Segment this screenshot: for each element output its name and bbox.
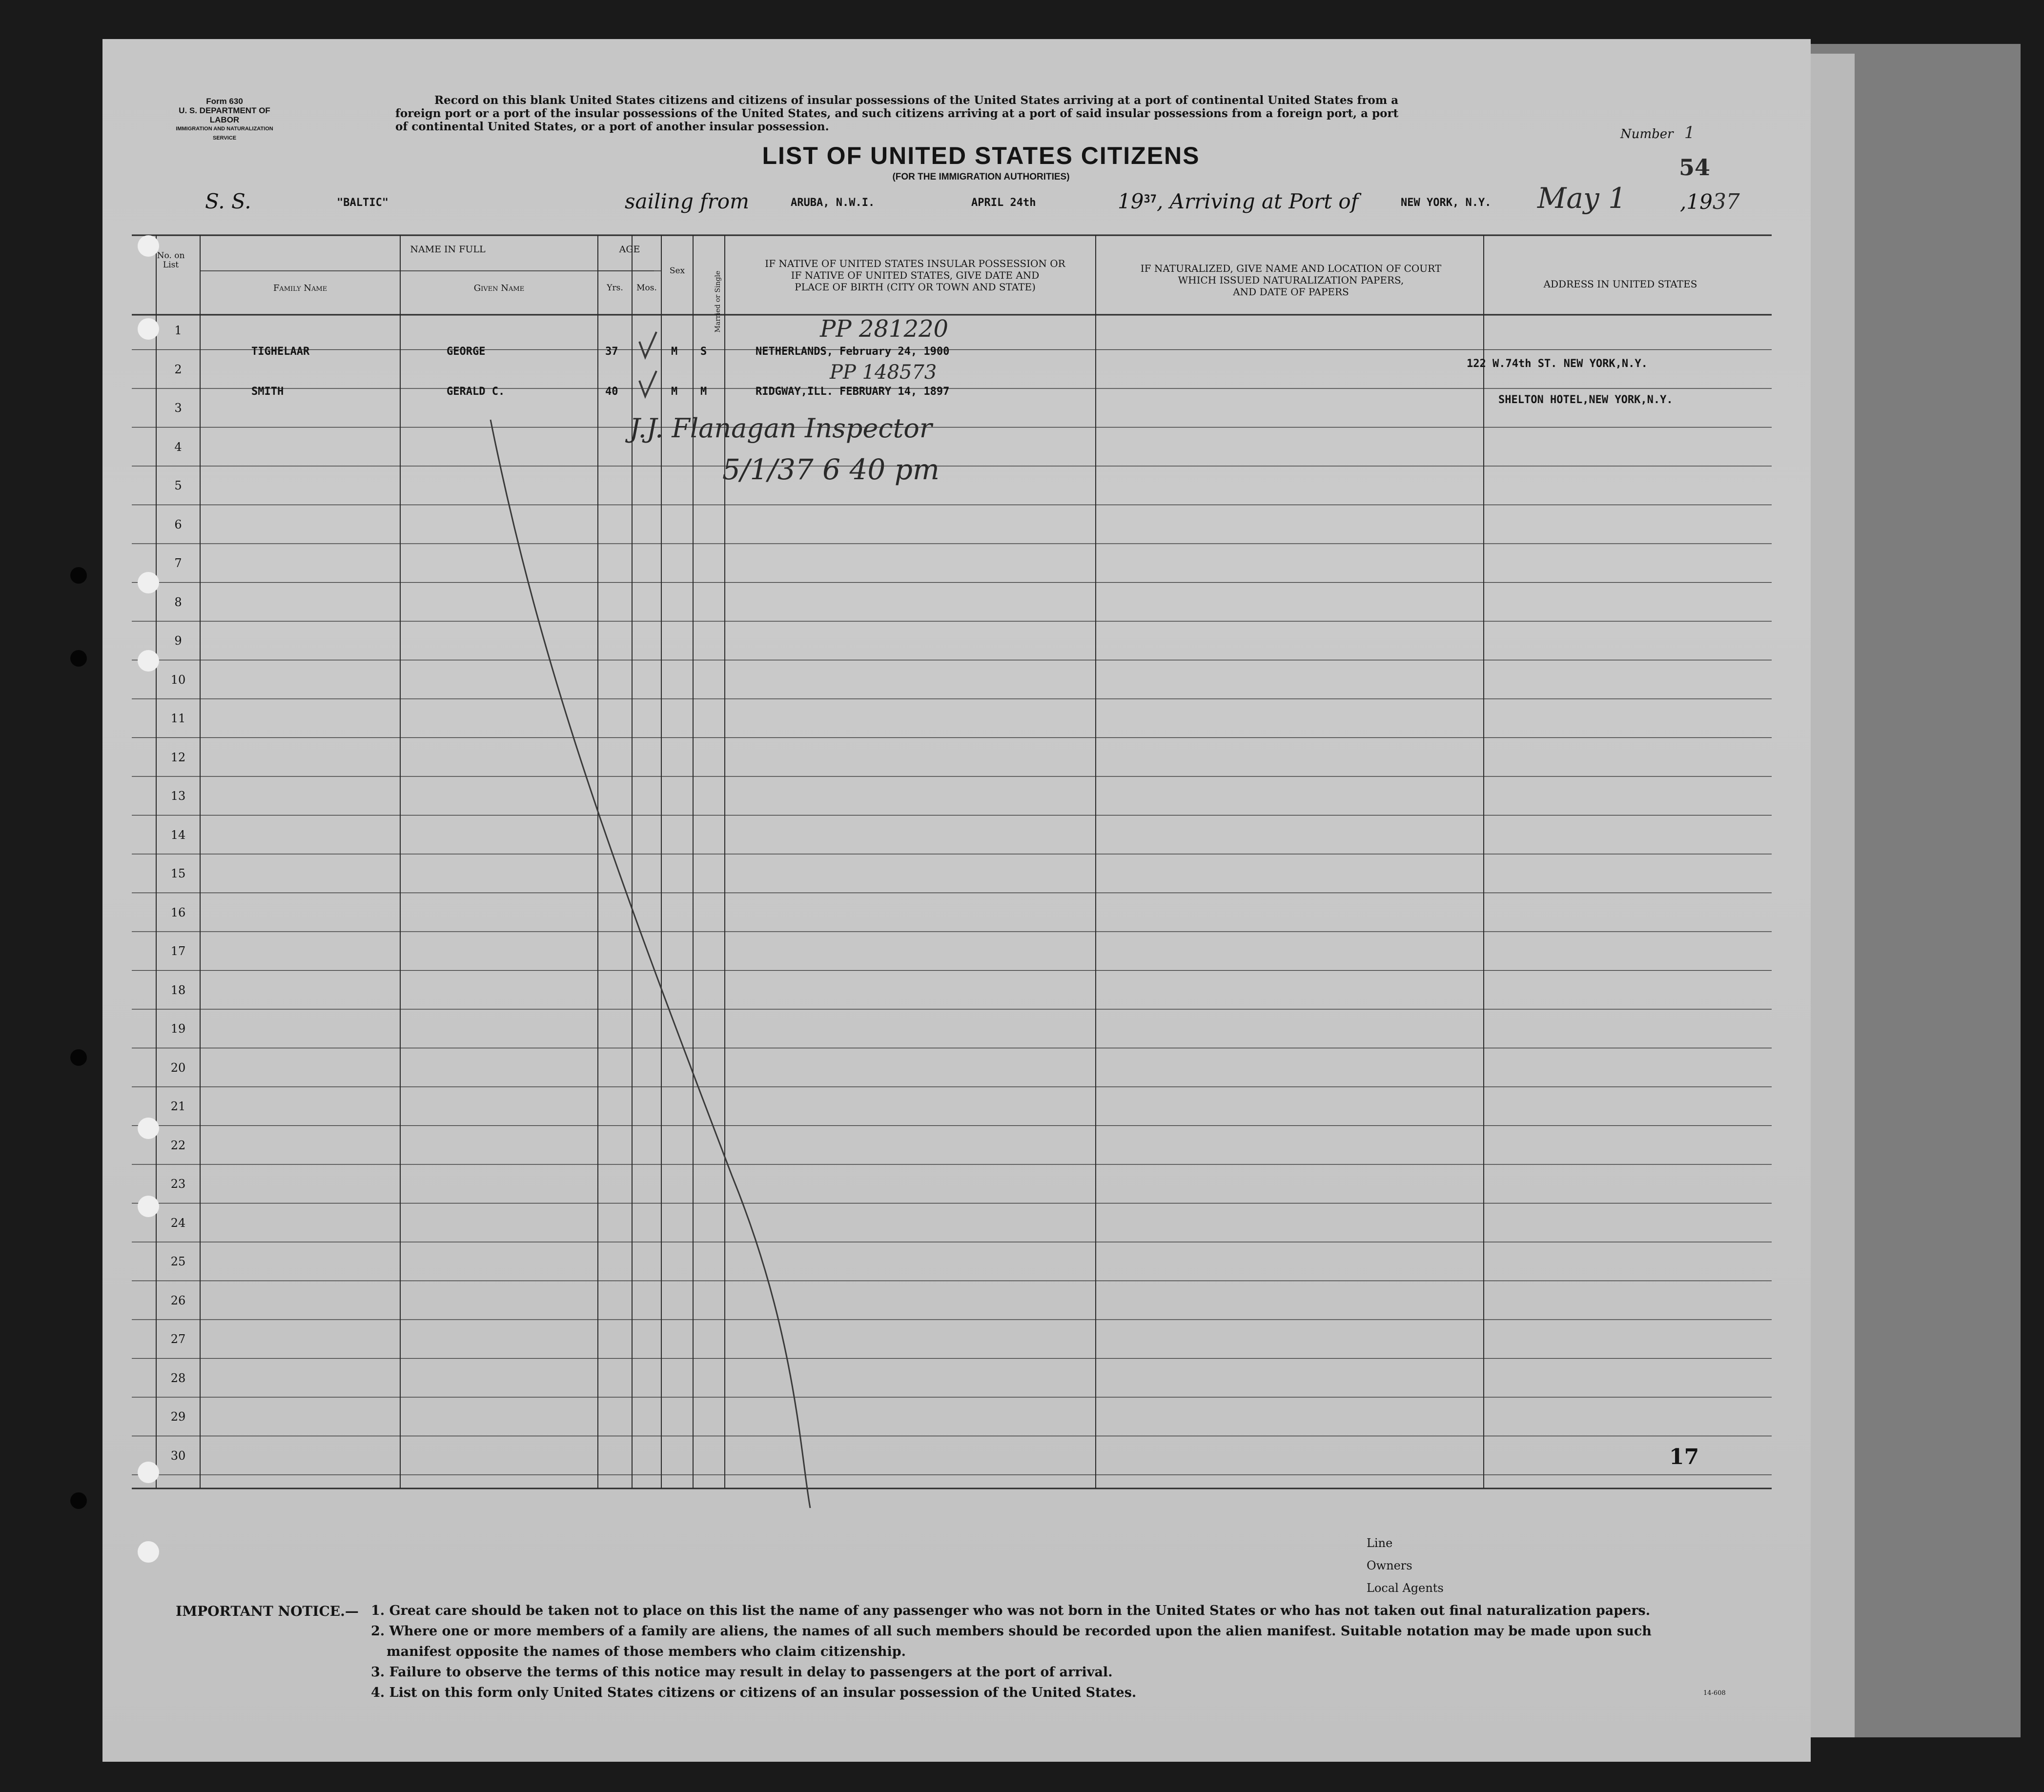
family-name-cell: TIGHELAAR	[251, 346, 310, 358]
number-value: 1	[1684, 123, 1695, 143]
passport-annotation: PP 148573	[830, 361, 937, 384]
given-name-cell: GERALD C.	[447, 386, 505, 398]
notice-body	[371, 1601, 1786, 1703]
footer-code: 14-608	[1703, 1690, 1726, 1697]
check-mark	[639, 332, 656, 357]
binder-hole	[70, 1492, 87, 1509]
signature-label: Owners	[1367, 1559, 1412, 1572]
year-prefix: 19	[1118, 189, 1144, 213]
line-number: 25	[170, 1255, 186, 1268]
header-birth-line: IF NATIVE OF UNITED STATES INSULAR POSSESSION OR	[765, 258, 1065, 269]
header-naturalized-line: WHICH ISSUED NATURALIZATION PAPERS,	[1178, 274, 1404, 286]
line-number: 17	[170, 944, 186, 958]
binder-hole	[138, 650, 159, 672]
arrival-year: 37	[1712, 189, 1740, 214]
check-mark	[639, 371, 656, 396]
family-name-cell: SMITH	[251, 386, 284, 398]
header-mos: Mos.	[636, 283, 657, 293]
line-number: 14	[170, 828, 186, 842]
form-instructions	[395, 94, 1664, 133]
header-given-name: Given Name	[473, 283, 525, 293]
page-number: 54	[1679, 154, 1711, 181]
header-naturalized	[1098, 263, 1484, 298]
arrival-port: NEW YORK, N.Y.	[1401, 197, 1492, 209]
birth-cell: NETHERLANDS, February 24, 1900	[756, 346, 950, 358]
line-number: 28	[170, 1371, 186, 1385]
line-number: 22	[170, 1138, 186, 1152]
binder-hole	[138, 318, 159, 340]
address-cell: SHELTON HOTEL,NEW YORK,N.Y.	[1498, 394, 1673, 406]
line-number: 10	[170, 672, 186, 687]
line-number: 23	[170, 1177, 186, 1191]
header-naturalized-line: IF NATURALIZED, GIVE NAME AND LOCATION OF COURT	[1140, 263, 1442, 274]
binder-hole	[70, 1049, 87, 1066]
binder-hole	[138, 235, 159, 257]
line-number: 9	[174, 634, 182, 648]
arrival-year-prefix: 19	[1686, 190, 1713, 214]
header-age: AGE	[619, 244, 640, 255]
notice-item: 4. List on this form only United States citizens or citizens of an insular possession of the United States.	[371, 1685, 1137, 1700]
binder-hole	[138, 572, 159, 593]
line-number: 13	[170, 789, 186, 803]
binder-hole	[70, 650, 87, 667]
notice-item: 1. Great care should be taken not to place on this list the name of any passenger who was not born in the United States or who has not taken out final naturalization papers.	[371, 1603, 1651, 1618]
signature-field-line	[1367, 1536, 1392, 1550]
line-number: 4	[174, 440, 182, 454]
notice-heading: IMPORTANT NOTICE.—	[176, 1603, 359, 1619]
line-number: 19	[170, 1022, 186, 1036]
line-number: 8	[174, 595, 182, 609]
line-number: 3	[174, 401, 182, 415]
sailing-year: 37	[1144, 193, 1157, 205]
sailing-date: APRIL 24th	[971, 197, 1036, 209]
page-title: LIST OF UNITED STATES CITIZENS	[762, 142, 1200, 169]
inspection-timestamp: 5/1/37 6 40 pm	[722, 453, 940, 486]
address-cell: 122 W.74th ST. NEW YORK,N.Y.	[1467, 358, 1648, 370]
binder-hole	[138, 1462, 159, 1483]
header-address: ADDRESS IN UNITED STATES	[1543, 278, 1697, 290]
line-number: 6	[174, 517, 182, 531]
header-no-on-list: No. on List	[157, 251, 185, 270]
from-port: ARUBA, N.W.I.	[791, 197, 875, 209]
line-number: 1	[174, 324, 182, 337]
arriving-label: , Arriving at Port of	[1156, 189, 1359, 213]
header-birth-line: IF NATIVE OF UNITED STATES, GIVE DATE AND	[791, 269, 1040, 281]
line-number: 15	[170, 867, 186, 880]
binder-hole	[138, 1118, 159, 1139]
cancellation-stroke	[491, 420, 810, 1508]
inspector-signature: J.J. Flanagan Inspector	[630, 413, 932, 444]
signature-label: Line	[1367, 1536, 1393, 1550]
header-naturalized-line: AND DATE OF PAPERS	[1233, 286, 1349, 298]
header-married: Married or Single	[714, 270, 722, 333]
age-years-cell: 40	[605, 386, 618, 398]
instruction-line: of continental United States, or a port of another insular possession.	[395, 120, 829, 133]
number-label: Number	[1620, 127, 1674, 142]
line-number: 16	[170, 905, 186, 919]
notice-item: 3. Failure to observe the terms of this notice may result in delay to passengers at the port of arrival.	[371, 1665, 1113, 1680]
sailing-label: sailing from	[625, 189, 749, 213]
ss-label: S. S.	[205, 189, 251, 213]
notice-item: 2. Where one or more members of a family are aliens, the names of all such members should be recorded upon the alien manifest. Suitable notation may be made upon such	[371, 1624, 1652, 1639]
line-number: 5	[174, 479, 182, 492]
binder-hole	[70, 567, 87, 584]
sex-cell: M	[671, 346, 678, 358]
ruled-table-grid	[102, 39, 1811, 1762]
marital-cell: M	[700, 386, 707, 398]
line-number: 29	[170, 1410, 186, 1424]
line-number: 2	[174, 362, 182, 376]
page-subtitle: (FOR THE IMMIGRATION AUTHORITIES)	[892, 172, 1070, 182]
line-number: 21	[170, 1100, 186, 1113]
line-number: 30	[170, 1448, 186, 1463]
sex-cell: M	[671, 386, 678, 398]
line-number: 7	[174, 556, 182, 570]
manifest-page: Form 630 U. S. DEPARTMENT OF LABOR IMMIGRATION AND NATURALIZATION SERVICE Record on this blank United States citizens and citizens of insular possessions of the United States arriving at a port of continental United States from a foreign port or a port of the insular possessions of the United States, and such citizens arriving at a port of said insular possessions from a foreign port, a port of continental United States, or a port of another insular possession. LIST OF UNITED STATES CITIZENS (FOR THE IMMIGRATION AUTHORITIES) Number 1 54 S. S. "BALTIC" sailing from ARUBA, N.W.I. APRIL 24th $19^{37}$, Arriving at Port of NEW YORK, N.Y. May 1 ,1937 No. on List NAME IN FULL Family Name Given Name AGE Yrs. Mos. Sex Married or Single IF NATIVE OF UNITED STATES INSULAR POSSESSION OR IF NATIVE OF UNITED STATES, GIVE DATE AND PLACE OF BIRTH (CITY OR TOWN AND STATE) IF NATURALIZED, GIVE NAME AND LOCATION OF COURT WHICH ISSUED NATURALIZATION PAPERS, AND DATE OF PAPERS ADDRESS IN UNITED STATES 1 2 3 4 5 6 7 8 9 10 11 12 13 14 15 16 17 18 19 20 21 22 23 24 25 26 27 28 29 30 TIGHELAAR GEORGE 37 M S NETHERLANDS, February 24, 1900 122 W.74th ST. NEW YORK,N.Y. PP 281220 SMITH GERALD C. 40 M M RIDGWAY,ILL. FEBRUARY 14, 1897 SHELTON HOTEL,NEW YORK,N.Y. PP 148573 J.J. Flanagan Inspector 5/1/37 6 40 pm 17 Line Owners Local Agents IMPORTANT NOTICE.— 1. Great care should be taken not to place on this list the name of any passenger who was not born in the United States or who has not taken out final naturalization papers. 2. Where one or more members of a family are aliens, the names of all such members should be recorded upon the alien manifest. Suitable notation may be made upon such manifest opposite the names of those members who claim citizenship. 3. Failure to observe the terms of this notice may result in delay to passengers at the port of arrival. 4. List on this form only United States citizens or citizens of an insular possession of the United States. 14-608	[102, 39, 1811, 1762]
line-number: 24	[170, 1216, 186, 1230]
notice-item: manifest opposite the names of those members who claim citizenship.	[387, 1644, 906, 1659]
line-number: 12	[170, 750, 186, 764]
header-family-name: Family Name	[273, 283, 327, 293]
service-name: IMMIGRATION AND NATURALIZATION SERVICE	[176, 126, 273, 141]
signature-field-agents	[1367, 1581, 1444, 1595]
header-yrs: Yrs.	[607, 283, 623, 293]
header-birth	[725, 258, 1105, 293]
binder-hole	[138, 1541, 159, 1563]
line-number: 26	[170, 1293, 186, 1307]
signature-field-owners	[1367, 1559, 1412, 1572]
line-number: 20	[170, 1060, 186, 1075]
header-birth-line: PLACE OF BIRTH (CITY OR TOWN AND STATE)	[795, 281, 1036, 293]
line-number: 11	[170, 712, 186, 725]
line-number: 27	[170, 1332, 186, 1346]
age-years-cell: 37	[605, 346, 618, 358]
form-number: Form 630	[206, 97, 243, 106]
header-name-in-full: NAME IN FULL	[410, 244, 486, 255]
passport-annotation: PP 281220	[820, 315, 949, 343]
binder-hole	[138, 1196, 159, 1217]
marital-cell: S	[700, 346, 707, 358]
header-sex: Sex	[669, 266, 685, 276]
signature-label: Local Agents	[1367, 1581, 1444, 1595]
department-name: U. S. DEPARTMENT OF LABOR	[179, 106, 270, 124]
instruction-line: Record on this blank United States citizens and citizens of insular possessions of the United States arriving at a port of continental United States from a	[434, 94, 1399, 107]
ship-name: "BALTIC"	[337, 197, 388, 209]
instruction-line: foreign port or a port of the insular possessions of the United States, and such citizens arriving at a port of said insular possessions from a foreign port, a port	[395, 107, 1399, 120]
birth-cell: RIDGWAY,ILL. FEBRUARY 14, 1897	[756, 386, 950, 398]
given-name-cell: GEORGE	[447, 346, 486, 358]
line-number: 18	[170, 983, 186, 997]
arrival-date: May 1	[1537, 182, 1627, 215]
tally-number: 17	[1669, 1445, 1699, 1469]
